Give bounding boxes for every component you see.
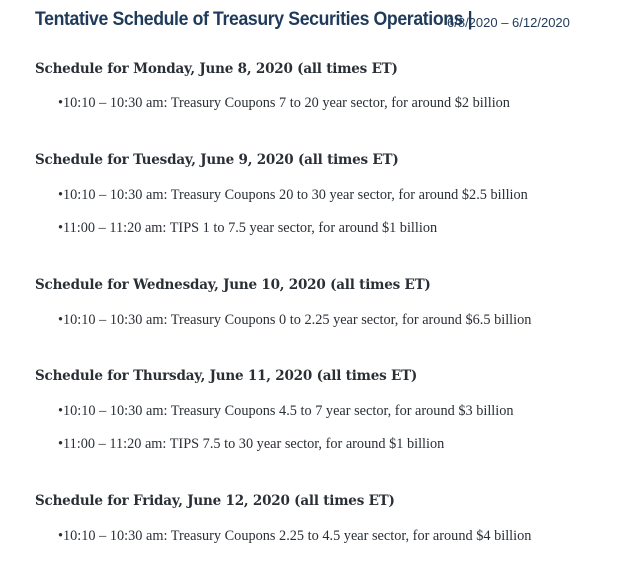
list-item: •10:10 – 10:30 am: Treasury Coupons 7 to 20 year sector, for around $2 billion: [58, 95, 510, 111]
day-heading-friday: Schedule for Friday, June 12, 2020 (all times ET): [35, 493, 395, 509]
list-item: •10:10 – 10:30 am: Treasury Coupons 0 to 2.25 year sector, for around $6.5 billion: [58, 312, 532, 328]
day-heading-thursday: Schedule for Thursday, June 11, 2020 (all times ET): [35, 368, 418, 384]
list-item: •11:00 – 11:20 am: TIPS 7.5 to 30 year sector, for around $1 billion: [58, 436, 445, 452]
list-item: •10:10 – 10:30 am: Treasury Coupons 4.5 to 7 year sector, for around $3 billion: [58, 403, 514, 419]
page-title-text: Tentative Schedule of Treasury Securities Operations |: [35, 9, 473, 30]
list-item: •10:10 – 10:30 am: Treasury Coupons 20 to 30 year sector, for around $2.5 billion: [58, 187, 528, 203]
day-heading-monday: Schedule for Monday, June 8, 2020 (all times ET): [35, 61, 398, 77]
list-item: •11:00 – 11:20 am: TIPS 1 to 7.5 year sector, for around $1 billion: [58, 220, 438, 236]
page-title: [35, 9, 570, 31]
day-heading-wednesday: Schedule for Wednesday, June 10, 2020 (all times ET): [35, 277, 431, 293]
day-heading-tuesday: Schedule for Tuesday, June 9, 2020 (all times ET): [35, 152, 399, 168]
date-range: 6/8/2020 – 6/12/2020: [447, 15, 570, 30]
list-item: •10:10 – 10:30 am: Treasury Coupons 2.25 to 4.5 year sector, for around $4 billion: [58, 528, 532, 544]
